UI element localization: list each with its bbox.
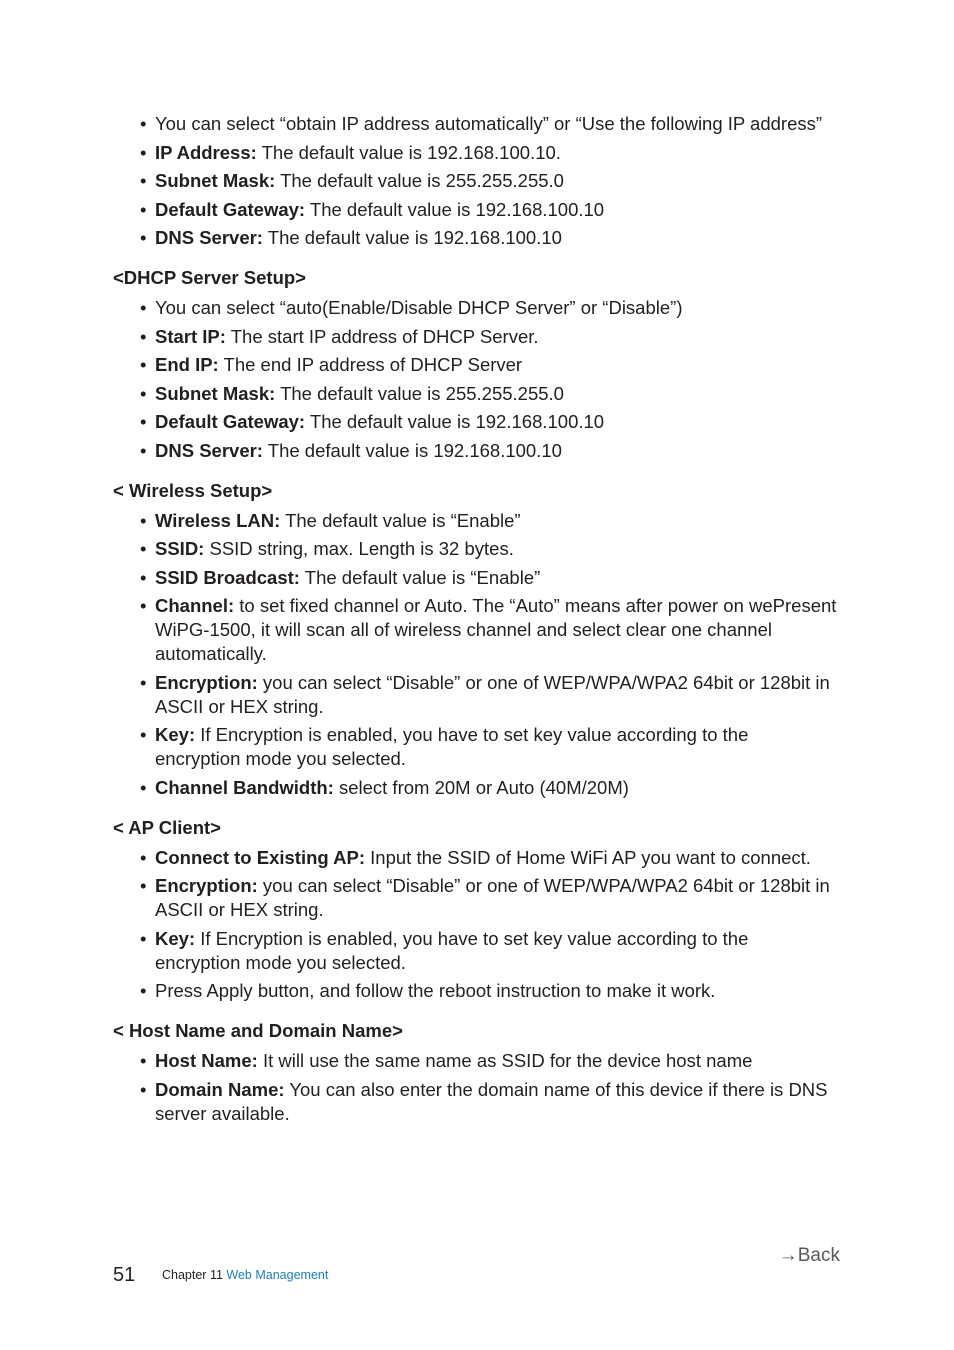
page-number: 51 <box>113 1264 136 1286</box>
list-item <box>113 296 838 320</box>
item-term: Channel Bandwidth: <box>155 776 334 798</box>
item-text: select from 20M or Auto (40M/20M) <box>333 776 629 798</box>
item-text: to set fixed channel or Auto. The “Auto” means after power on wePresent WiPG-1500, it will scan all of wireless channel and select clear one channel automatically. <box>155 595 837 664</box>
item-text: Input the SSID of Home WiFi AP you want to connect. <box>365 846 811 868</box>
item-term: Encryption: <box>155 671 258 693</box>
item-term: IP Address: <box>155 141 257 163</box>
list-item <box>113 979 838 1003</box>
back-link[interactable]: →Back <box>778 1245 840 1266</box>
list-item <box>113 112 838 136</box>
item-term: Encryption: <box>155 875 258 896</box>
item-term: Subnet Mask: <box>155 382 276 404</box>
bullet-list <box>113 296 838 463</box>
list-item <box>113 566 838 590</box>
item-term: End IP: <box>155 354 219 375</box>
document-body <box>113 112 838 1130</box>
section <box>113 816 838 1004</box>
list-item <box>113 927 838 975</box>
item-text: You can also enter the domain name of this device if there is DNS server available. <box>155 1078 828 1124</box>
item-term: DNS Server: <box>155 439 263 461</box>
item-text: The default value is 255.255.255.0 <box>275 170 564 191</box>
item-text: The default value is “Enable” <box>280 509 521 531</box>
item-term: SSID Broadcast: <box>155 566 300 588</box>
list-item <box>113 537 838 561</box>
item-text: You can select “obtain IP address automatically” or “Use the following IP address” <box>155 113 823 134</box>
item-text: The default value is 192.168.100.10 <box>305 411 605 432</box>
item-text: If Encryption is enabled, you have to set key value according to the encryption mode you selected. <box>155 724 749 769</box>
list-item <box>113 382 838 406</box>
chapter-label: Chapter 11 <box>162 1268 223 1282</box>
list-item <box>113 325 838 349</box>
section <box>113 479 838 800</box>
item-term: Host Name: <box>155 1050 258 1071</box>
section-title: <DHCP Server Setup> <box>113 267 306 288</box>
bullet-list <box>113 509 838 800</box>
item-term: Default Gateway: <box>155 198 306 220</box>
bullet-list <box>113 846 838 1004</box>
item-text: It will use the same name as SSID for the device host name <box>257 1050 753 1071</box>
item-term: Key: <box>155 724 196 745</box>
item-text: Press Apply button, and follow the reboot instruction to make it work. <box>155 980 716 1001</box>
item-term: Subnet Mask: <box>155 170 276 191</box>
section-title: < Wireless Setup> <box>113 479 273 501</box>
section-title: < AP Client> <box>113 816 221 838</box>
list-item <box>113 141 838 165</box>
section-title: < Host Name and Domain Name> <box>113 1020 403 1041</box>
list-item <box>113 198 838 222</box>
list-item <box>113 509 838 533</box>
item-text: The default value is 192.168.100.10 <box>305 198 605 220</box>
item-term: Wireless LAN: <box>155 509 281 531</box>
list-item <box>113 410 838 434</box>
chapter-reference <box>162 1266 328 1284</box>
item-term: DNS Server: <box>155 227 263 248</box>
item-term: Domain Name: <box>155 1078 285 1100</box>
item-term: Start IP: <box>155 325 226 347</box>
item-text: The default value is 255.255.255.0 <box>275 382 564 404</box>
section <box>113 112 838 250</box>
item-term: Default Gateway: <box>155 411 306 432</box>
item-text: SSID string, max. Length is 32 bytes. <box>204 538 514 559</box>
item-text: The default value is 192.168.100.10. <box>256 141 561 163</box>
list-item <box>113 169 838 193</box>
item-text: You can select “auto(Enable/Disable DHCP Server” or “Disable”) <box>155 297 683 318</box>
list-item <box>113 723 838 771</box>
list-item <box>113 671 838 719</box>
item-text: If Encryption is enabled, you have to set key value according to the encryption mode you selected. <box>155 927 749 973</box>
item-text: The start IP address of DHCP Server. <box>225 325 539 347</box>
section <box>113 1019 838 1126</box>
item-text: The default value is “Enable” <box>299 566 541 588</box>
item-term: Channel: <box>155 595 235 616</box>
list-item <box>113 776 838 800</box>
list-item <box>113 1049 838 1073</box>
list-item <box>113 594 838 666</box>
section <box>113 266 838 463</box>
list-item <box>113 1078 838 1126</box>
item-text: The default value is 192.168.100.10 <box>262 227 562 248</box>
item-term: Key: <box>155 927 196 949</box>
item-text: The end IP address of DHCP Server <box>218 354 523 375</box>
list-item <box>113 874 838 922</box>
bullet-list <box>113 112 838 250</box>
item-term: Connect to Existing AP: <box>155 846 366 868</box>
list-item <box>113 439 838 463</box>
item-text: The default value is 192.168.100.10 <box>262 439 562 461</box>
item-term: SSID: <box>155 538 205 559</box>
item-text: you can select “Disable” or one of WEP/WPA/WPA2 64bit or 128bit in ASCII or HEX string. <box>155 671 830 717</box>
list-item <box>113 846 838 870</box>
list-item <box>113 353 838 377</box>
list-item <box>113 226 838 250</box>
bullet-list <box>113 1049 838 1126</box>
chapter-link[interactable]: Web Management <box>226 1268 329 1282</box>
item-text: you can select “Disable” or one of WEP/WPA/WPA2 64bit or 128bit in ASCII or HEX string. <box>155 875 830 920</box>
